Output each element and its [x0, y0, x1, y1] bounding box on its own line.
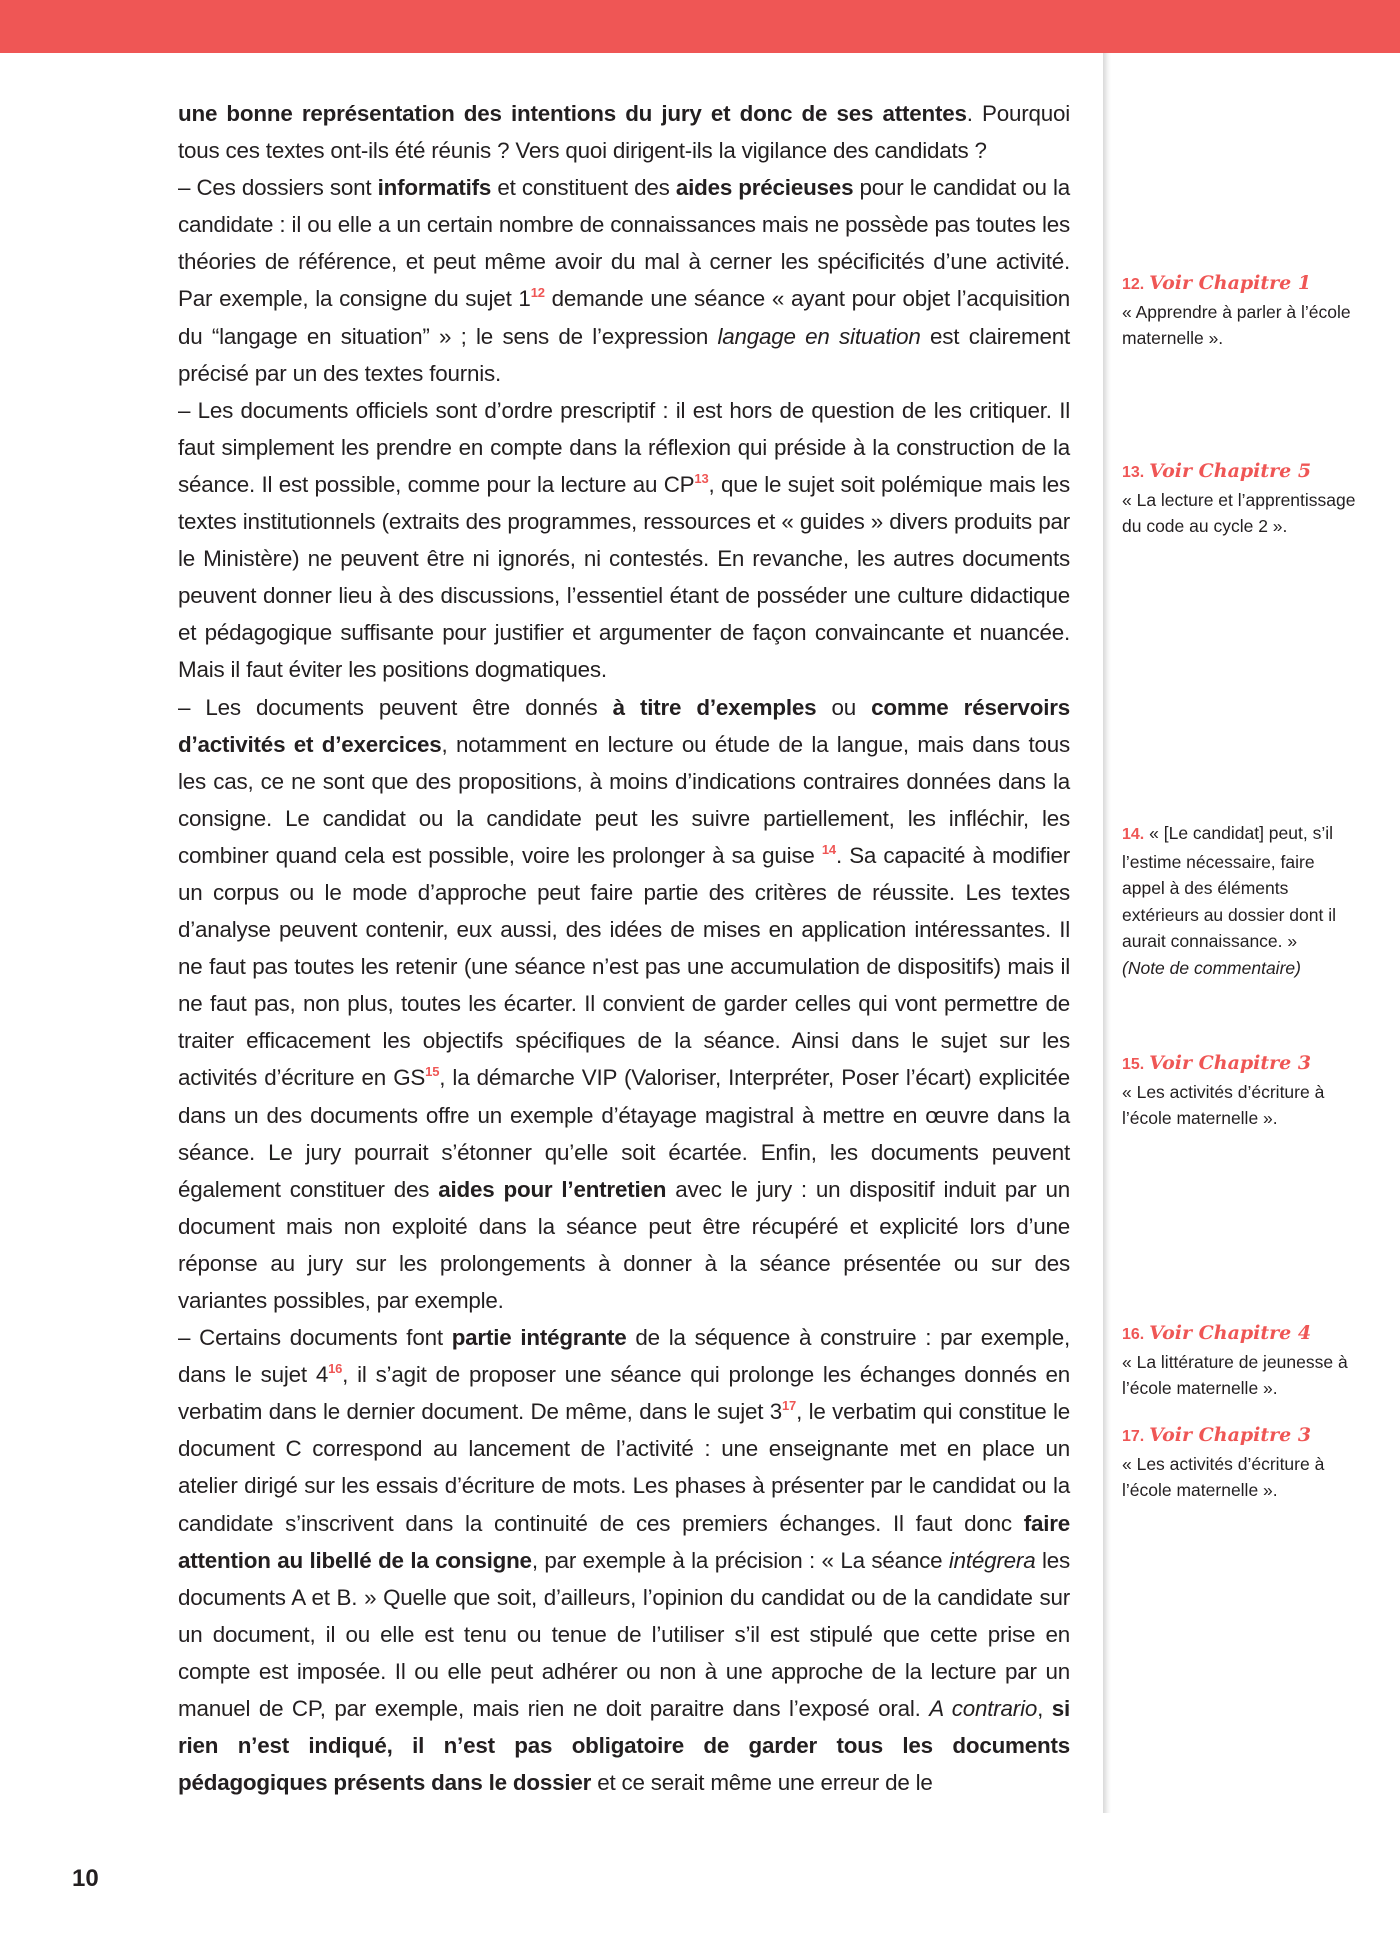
page-number: 10 [72, 1865, 99, 1892]
footnote-ref-16[interactable]: 16 [328, 1361, 343, 1377]
chapter-link[interactable]: Voir Chapitre 1 [1149, 272, 1312, 294]
footnote-ref-17[interactable]: 17 [782, 1398, 797, 1414]
footnote-ref-15[interactable]: 15 [425, 1064, 440, 1080]
sidenote-17: 17. Voir Chapitre 3 « Les activités d’écriture à l’école maternelle ». [1122, 1424, 1325, 1500]
main-text-column [178, 95, 1070, 1801]
column-divider [1103, 53, 1111, 1813]
footnote-ref-14[interactable]: 14 [821, 841, 836, 857]
paragraph-2: – Ces dossiers sont informatifs et constituent des aides précieuses pour le candidat ou la candidate : il ou elle a un certain nombre de connaissances mais ne possède pas toutes les théories de référence, et peut même avoir du mal à cerner les spécificités d’une activité. Par exemple, la consigne du sujet $1^{12}$ demande une séance « ayant pour objet l’acquisition du “langage en situation” » ; le sens de l’expression langage en situation est clairement précisé par un des textes fournis. [178, 175, 1071, 386]
paragraph-5: – Certains documents font partie intégrante de la séquence à construire : par exemple, dans le sujet $4^{16}$, il s’agit de proposer une séance qui prolonge les échanges donnés en verbatim dans le dernier document. De même, dans le sujet $3^{17}$, le verbatim qui constitue le document C correspond au lancement de l’activité : une enseignante met en place un atelier dirigé sur les essais d’écriture de mots. Les phases à présenter par le candidat ou la candidate s’inscrivent dans la continuité de ces premiers échanges. Il faut donc faire attention au libellé de la consigne, par exemple à la précision : « La séance intégrera les documents A et B. » Quelle que soit, d’ailleurs, l’opinion du candidat ou de la candidate sur un document, il ou elle est tenu ou tenue de l’utiliser s’il est stipulé que cette prise en compte est imposée. Il ou elle peut adhérer ou non à une approche de la lecture par un manuel de CP, par exemple, mais rien ne doit paraitre dans l’exposé oral. A contrario, si rien n’est indiqué, il n’est pas obligatoire de garder tous les documents pédagogiques présents dans le dossier et ce serait même une erreur de le [178, 1325, 1070, 1796]
footnote-ref-12[interactable]: 12 [530, 285, 545, 301]
chapter-link[interactable]: Voir Chapitre 3 [1149, 1052, 1312, 1074]
chapter-link[interactable]: Voir Chapitre 3 [1149, 1424, 1312, 1446]
paragraph-3: – Les documents officiels sont d’ordre prescriptif : il est hors de question de les critiquer. Il faut simplement les prendre en compte dans la réflexion qui préside à la construction de la séance. Il est possible, comme pour la lecture au CP$^{13}$, que le sujet soit polémique mais les textes institutionnels (extraits des programmes, ressources et « guides » divers produits par le Ministère) ne peuvent être ni ignorés, ni contestés. En revanche, les autres documents peuvent donner lieu à des discussions, l’essentiel étant de posséder une culture didactique et pédagogique suffisante pour justifier et argumenter de façon convaincante et nuancée. Mais il faut éviter les positions dogmatiques. [178, 397, 1070, 683]
header-band [0, 0, 1400, 53]
sidenote-13: 13. Voir Chapitre 5 « La lecture et l’apprentissage du code au cycle 2 ». [1122, 460, 1356, 536]
sidenote-15: 15. Voir Chapitre 3 « Les activités d’écriture à l’école maternelle ». [1122, 1052, 1325, 1128]
sidenote-12: 12. Voir Chapitre 1 « Apprendre à parler à l’école maternelle ». [1122, 272, 1351, 348]
footnote-ref-13[interactable]: 13 [694, 470, 709, 486]
paragraph-1: une bonne représentation des intentions du jury et donc de ses attentes. Pourquoi tous ces textes ont-ils été réunis ? Vers quoi dirigent-ils la vigilance des candidats ? [178, 101, 1070, 164]
sidenote-16: 16. Voir Chapitre 4 « La littérature de jeunesse à l’école maternelle ». [1122, 1322, 1348, 1398]
chapter-link[interactable]: Voir Chapitre 4 [1149, 1322, 1312, 1344]
paragraph-4: – Les documents peuvent être donnés à titre d’exemples ou comme réservoirs d’activités et d’exercices, notamment en lecture ou étude de la langue, mais dans tous les cas, ce ne sont que des propositions, à moins d’indications contraires données dans la consigne. Le candidat ou la candidate peut les suivre partiellement, les infléchir, les combiner quand cela est possible, voire les prolonger à sa guise $^{14}$. Sa capacité à modifier un corpus ou le mode d’approche peut faire partie des critères de réussite. Les textes d’analyse peuvent contenir, eux aussi, des idées de mises en application intéressantes. Il ne faut pas toutes les retenir (une séance n’est pas une accumulation de dispositifs) mais il ne faut pas, non plus, toutes les écarter. Il convient de garder celles qui vont permettre de traiter efficacement les objectifs spécifiques de la séance. Ainsi dans le sujet sur les activités d’écriture en GS$^{15}$, la démarche VIP (Valoriser, Interpréter, Poser l’écart) explicitée dans un des documents offre un exemple d’étayage magistral à mettre en œuvre dans la séance. Le jury pourrait s’étonner qu’elle soit écartée. Enfin, les documents peuvent également constituer des aides pour l’entretien avec le jury : un dispositif induit par un document mais non exploité dans la séance peut être récupéré et explicité lors d’une réponse au jury sur les prolongements à donner à la séance présentée ou sur des variantes possibles, par exemple. [178, 694, 1071, 1313]
chapter-link[interactable]: Voir Chapitre 5 [1149, 460, 1312, 482]
sidenote-14: 14. « [Le candidat] peut, s’il l’estime nécessaire, faire appel à des éléments extérieurs au dossier dont il aurait connaissance. » (Note de commentaire) [1122, 823, 1336, 978]
